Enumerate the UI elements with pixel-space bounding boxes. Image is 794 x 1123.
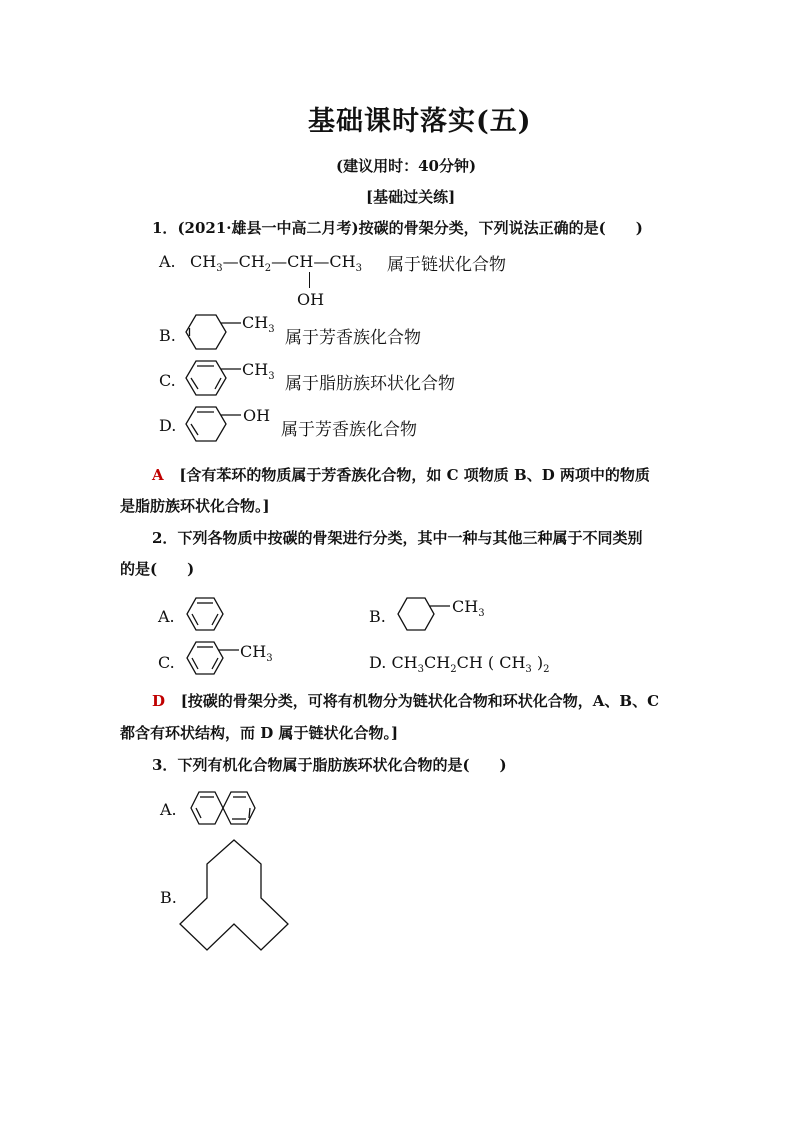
q2-number: 2．	[152, 529, 178, 547]
q1-source: (2021·雄县一中高二月考)	[177, 219, 359, 237]
q1-option-c-label: C.	[159, 371, 176, 390]
q2-option-b-methyl: $CH_3$	[452, 597, 485, 619]
q2-option-d: D. $CH_3CH_2CH$ ( $CH_3$ )$_2$	[369, 653, 550, 675]
q2-explanation-1: [按碳的骨架分类，可将有机物分为链状化合物和环状化合物，A、B、C	[180, 692, 660, 710]
q1-option-b-methyl: $CH_3$	[242, 313, 275, 335]
q1-stem	[152, 217, 643, 238]
q1-explanation-1: [含有苯环的物质属于芳香族化合物，如 C 项物质 B、D 两项中的物质	[179, 466, 650, 484]
page-title: 基础课时落实(五)	[308, 106, 532, 137]
q3-option-a-label: A.	[160, 800, 177, 819]
q3-option-a-naphthalene	[191, 790, 261, 830]
q1-option-d-text: 属于芳香族化合物	[281, 420, 417, 440]
q2-explanation-2: 都含有环状结构，而 D 属于链状化合物。]	[120, 724, 399, 742]
q1-option-a-bond	[309, 272, 310, 288]
q2-answer-line1	[152, 690, 659, 711]
q1-explanation-2: 是脂肪族环状化合物。]	[120, 497, 270, 515]
q2-option-b-label: B.	[369, 607, 386, 626]
q2-answer: D	[152, 692, 166, 710]
q2-option-a-structure	[187, 596, 227, 634]
q1-option-a-label: A.	[159, 252, 176, 271]
q1-answer: A	[152, 466, 164, 484]
q1-option-c-methyl: $CH_3$	[242, 360, 275, 382]
q1-option-a-oh: OH	[297, 290, 325, 309]
q3-option-b-label: B.	[160, 888, 177, 907]
q3-number: 3．	[152, 756, 178, 774]
q1-option-a-formula: $CH_3—CH_2—CH—CH_3$	[190, 252, 362, 274]
q2-stem-1: 2．下列各物质中按碳的骨架进行分类，其中一种与其他三种属于不同类别	[152, 529, 643, 547]
q1-option-d-label: D.	[159, 416, 177, 435]
q3-stem: 3．下列有机化合物属于脂肪族环状化合物的是( )	[152, 756, 507, 774]
time-note: (建议用时：40分钟)	[336, 157, 477, 175]
q1-option-a-text: 属于链状化合物	[387, 255, 506, 275]
q1-option-d-hydroxyl: OH	[243, 406, 271, 425]
q1-number: 1．	[152, 219, 178, 237]
q2-option-c-label: C.	[158, 653, 175, 672]
q1-option-b-label: B.	[159, 326, 176, 345]
q2-option-a-label: A.	[158, 607, 175, 626]
section-heading: [基础过关练]	[366, 188, 456, 206]
q2-option-c-methyl: $CH_3$	[240, 642, 273, 664]
q1-answer-line1	[152, 464, 650, 485]
q1-question: 按碳的骨架分类，下列说法正确的是( )	[358, 219, 643, 237]
q2-stem-2: 的是( )	[120, 560, 195, 578]
q3-option-b-macrocycle	[180, 838, 290, 956]
q1-option-b-text: 属于芳香族化合物	[285, 328, 421, 348]
q1-option-c-text: 属于脂肪族环状化合物	[285, 374, 455, 394]
